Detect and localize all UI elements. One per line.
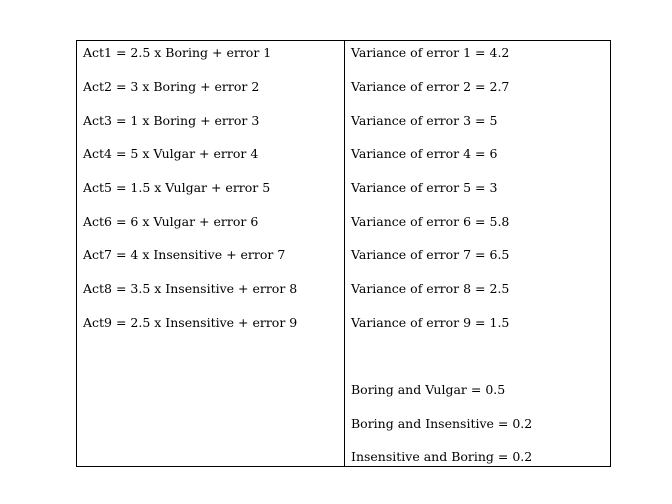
correlation-line: Boring and Insensitive = 0.2	[351, 416, 533, 431]
variance-line: Variance of error 3 = 5	[351, 113, 498, 128]
equation-line: Act6 = 6 x Vulgar + error 6	[83, 214, 259, 229]
equation-line: Act3 = 1 x Boring + error 3	[83, 113, 260, 128]
equations-column	[77, 41, 345, 466]
variance-line: Variance of error 6 = 5.8	[351, 214, 510, 229]
equation-line: Act1 = 2.5 x Boring + error 1	[83, 45, 272, 60]
equation-line: Act9 = 2.5 x Insensitive + error 9	[83, 315, 298, 330]
equation-line: Act4 = 5 x Vulgar + error 4	[83, 146, 259, 161]
equation-line: Act2 = 3 x Boring + error 2	[83, 79, 260, 94]
equation-line: Act5 = 1.5 x Vulgar + error 5	[83, 180, 271, 195]
variance-line: Variance of error 9 = 1.5	[351, 315, 510, 330]
variance-line: Variance of error 8 = 2.5	[351, 281, 510, 296]
variance-line: Variance of error 4 = 6	[351, 146, 498, 161]
variance-line: Variance of error 7 = 6.5	[351, 247, 510, 262]
variance-line: Variance of error 5 = 3	[351, 180, 498, 195]
equations-table	[76, 40, 611, 467]
variance-line: Variance of error 1 = 4.2	[351, 45, 510, 60]
correlation-line: Insensitive and Boring = 0.2	[351, 449, 533, 464]
correlation-line: Boring and Vulgar = 0.5	[351, 382, 506, 397]
variance-line: Variance of error 2 = 2.7	[351, 79, 510, 94]
equation-line: Act8 = 3.5 x Insensitive + error 8	[83, 281, 298, 296]
equation-line: Act7 = 4 x Insensitive + error 7	[83, 247, 286, 262]
variances-column	[345, 41, 610, 466]
